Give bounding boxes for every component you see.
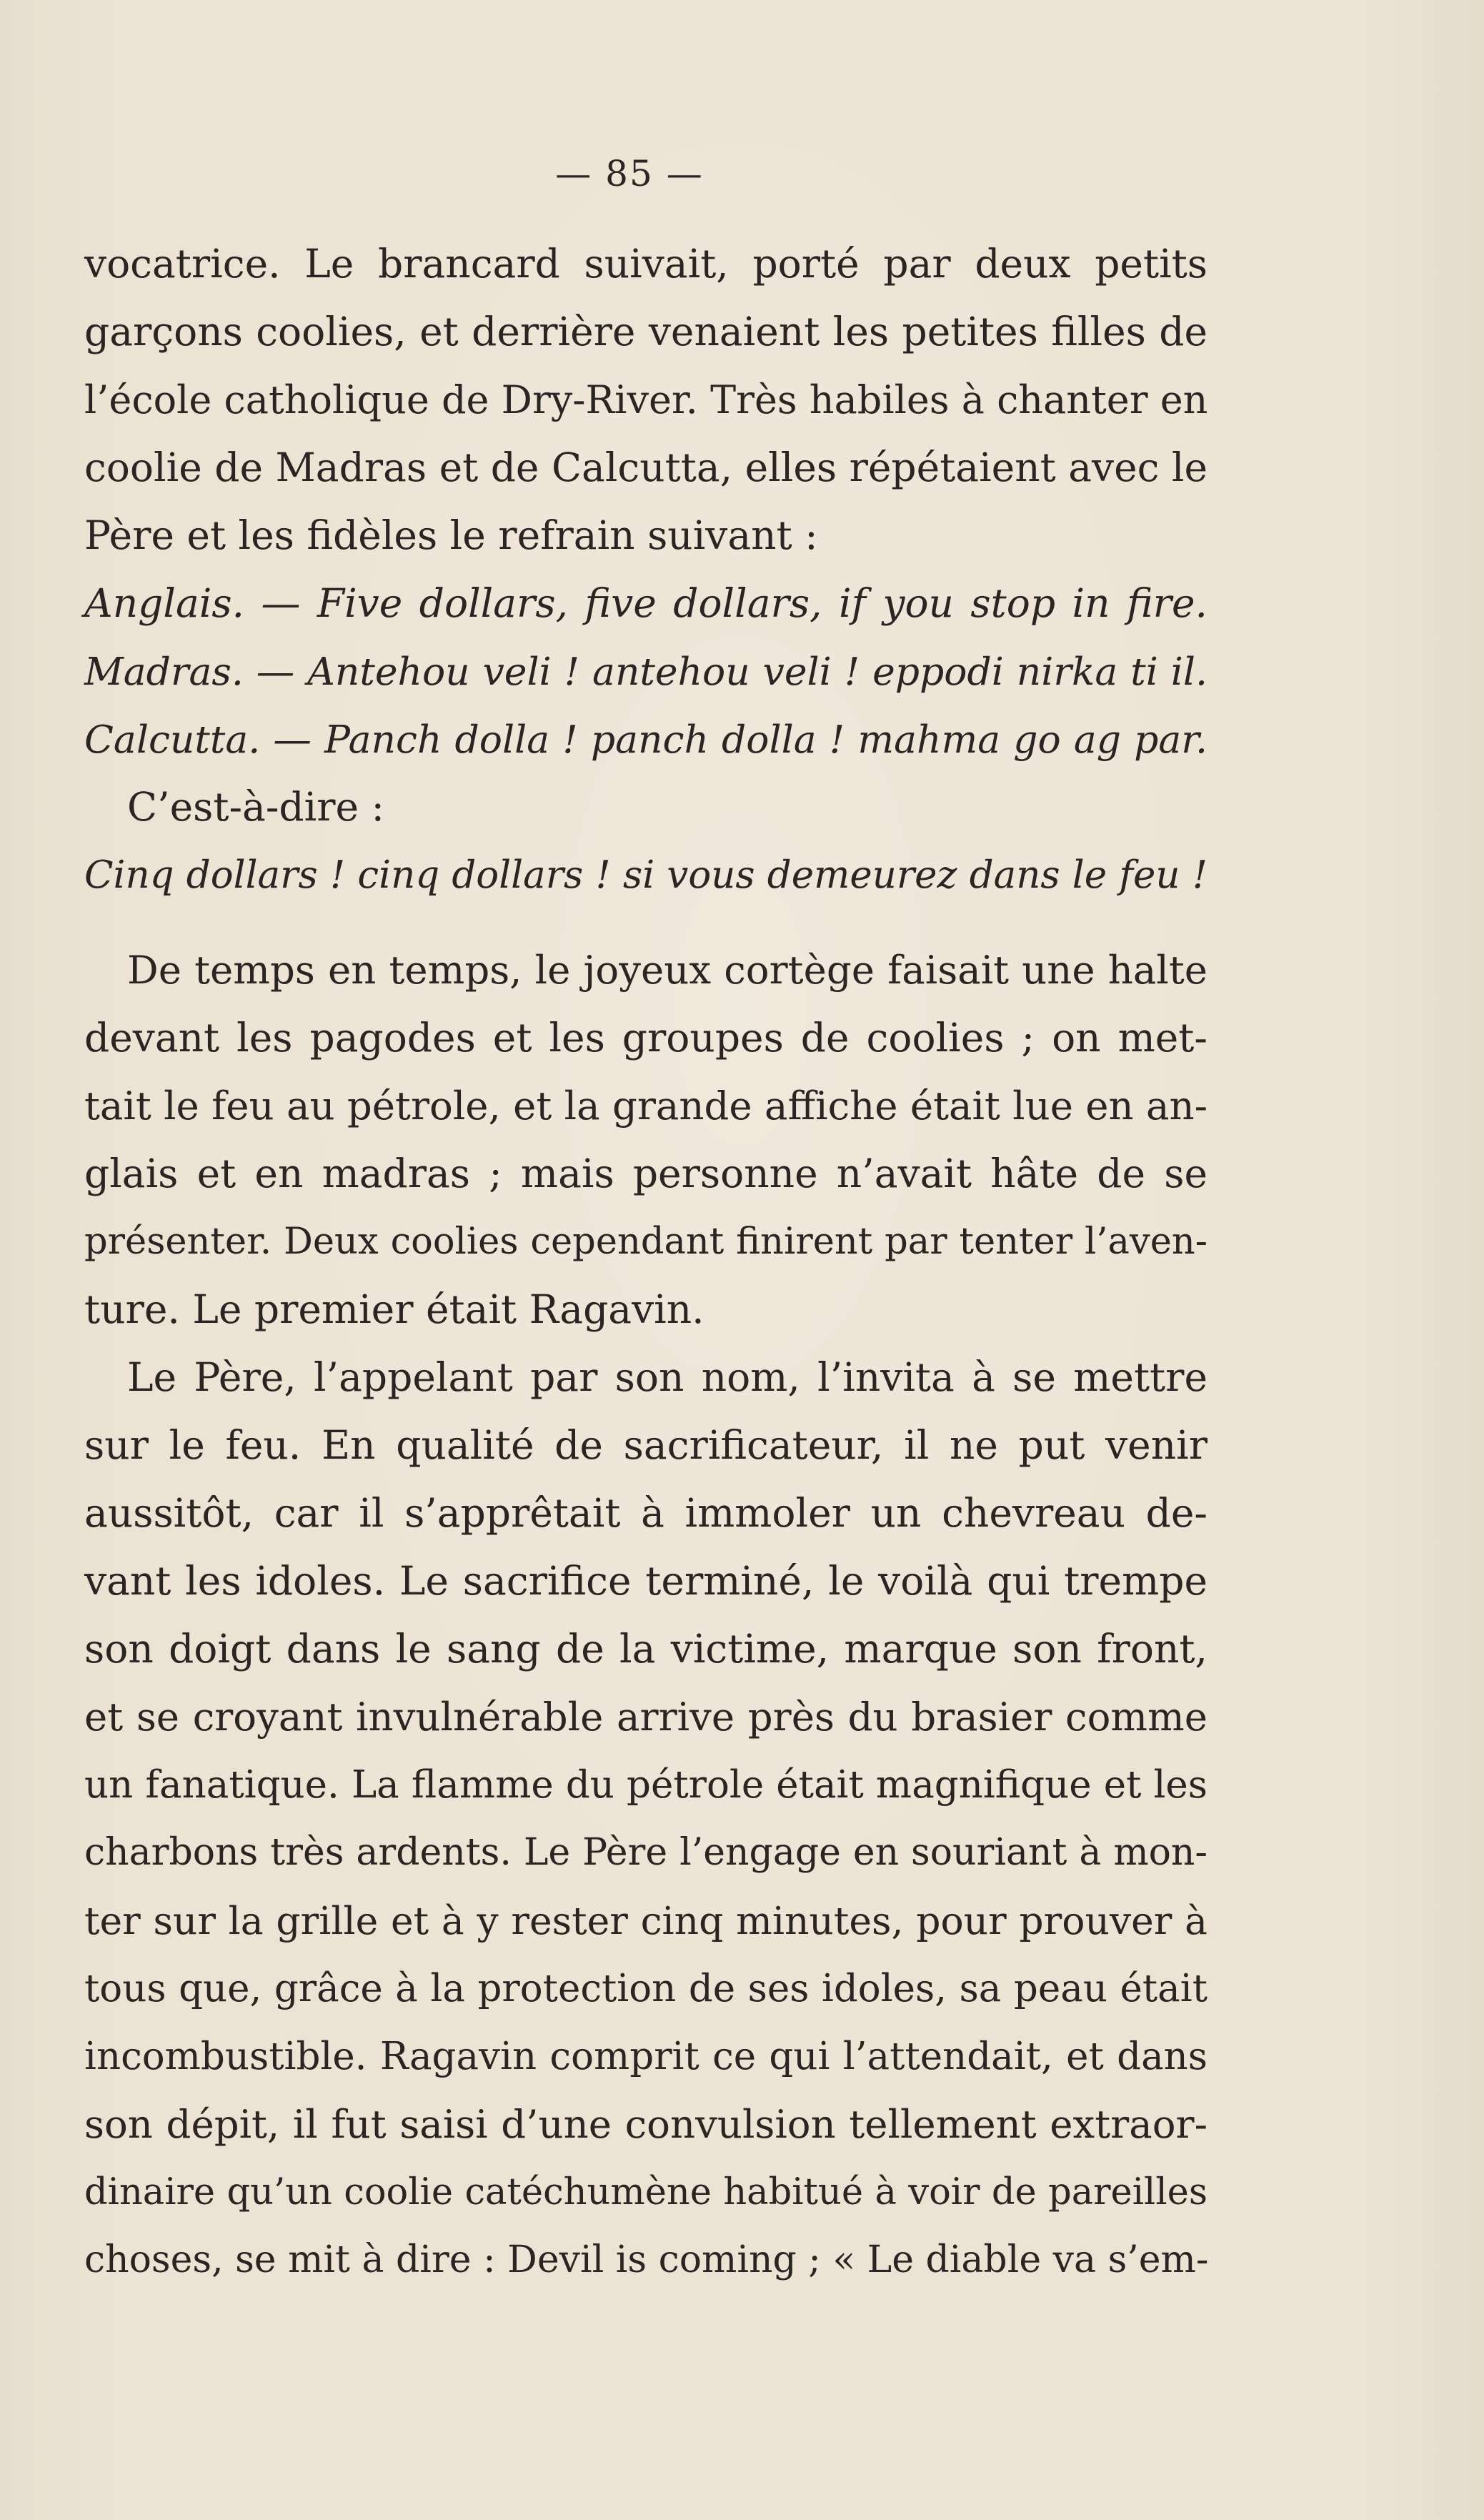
text-line: De temps en temps, le joyeux cortège faisait une halte <box>127 947 1207 993</box>
refrain-line-calcutta: Calcutta. — Panch dolla ! panch dolla ! mahma go ag par. <box>84 717 1207 762</box>
text-line: ture. Le premier était Ragavin. <box>84 1286 704 1332</box>
text-line: tous que, grâce à la protection de ses idoles, sa peau était <box>84 1967 1207 2010</box>
text-line: Père et les fidèles le refrain suivant : <box>84 512 818 558</box>
refrain-line-madras: Madras. — Antehou veli ! antehou veli ! eppodi nirka ti il. <box>84 649 1207 694</box>
text-line: Le Père, l’appelant par son nom, l’invita à se mettre <box>127 1354 1207 1400</box>
text-line: sur le feu. En qualité de sacrificateur, il ne put venir <box>84 1422 1207 1468</box>
text-line: choses, se mit à dire : Devil is coming ; « Le diable va s’em- <box>84 2238 1209 2281</box>
text-line: son doigt dans le sang de la victime, marque son front, <box>84 1626 1207 1672</box>
text-line: vocatrice. Le brancard suivait, porté par deux petits <box>84 241 1207 287</box>
text-line: dinaire qu’un coolie catéchumène habitué à voir de pareilles <box>84 2171 1207 2213</box>
text-line: et se croyant invulnérable arrive près du brasier comme <box>84 1694 1207 1740</box>
text-line: un fanatique. La flamme du pétrole était magnifique et les <box>84 1763 1207 1807</box>
text-line: son dépit, il fut saisi d’une convulsion tellement extraor- <box>84 2101 1207 2147</box>
page-number: — 85 — <box>555 153 704 194</box>
text-line: devant les pagodes et les groupes de coolies ; on met- <box>84 1015 1207 1061</box>
text-line: garçons coolies, et derrière venaient les petites filles de <box>84 309 1207 354</box>
text-line: glais et en madras ; mais personne n’avait hâte de se <box>84 1151 1207 1196</box>
text-line: charbons très ardents. Le Père l’engage en souriant à mon- <box>84 1831 1207 1874</box>
text-line: coolie de Madras et de Calcutta, elles répétaient avec le <box>84 445 1208 490</box>
text-line: présenter. Deux coolies cependant finirent par tenter l’aven- <box>84 1221 1207 1263</box>
text-line: tait le feu au pétrole, et la grande affiche était lue en an- <box>84 1083 1207 1128</box>
text-line: aussitôt, car il s’apprêtait à immoler un chevreau de- <box>84 1490 1207 1536</box>
refrain-translation: Cinq dollars ! cinq dollars ! si vous demeurez dans le feu ! <box>84 853 1207 897</box>
text-line: C’est-à-dire : <box>127 784 385 830</box>
text-line: ter sur la grille et à y rester cinq minutes, pour prouver à <box>84 1898 1207 1943</box>
text-line: incombustible. Ragavin comprit ce qui l’attendait, et dans <box>84 2035 1207 2078</box>
body-text <box>84 230 1207 2294</box>
text-line: l’école catholique de Dry-River. Très habiles à chanter en <box>84 377 1208 422</box>
refrain-line-anglais: Anglais. — Five dollars, five dollars, if you stop in fire. <box>84 580 1207 626</box>
text-line: vant les idoles. Le sacrifice terminé, le voilà qui trempe <box>84 1558 1207 1604</box>
